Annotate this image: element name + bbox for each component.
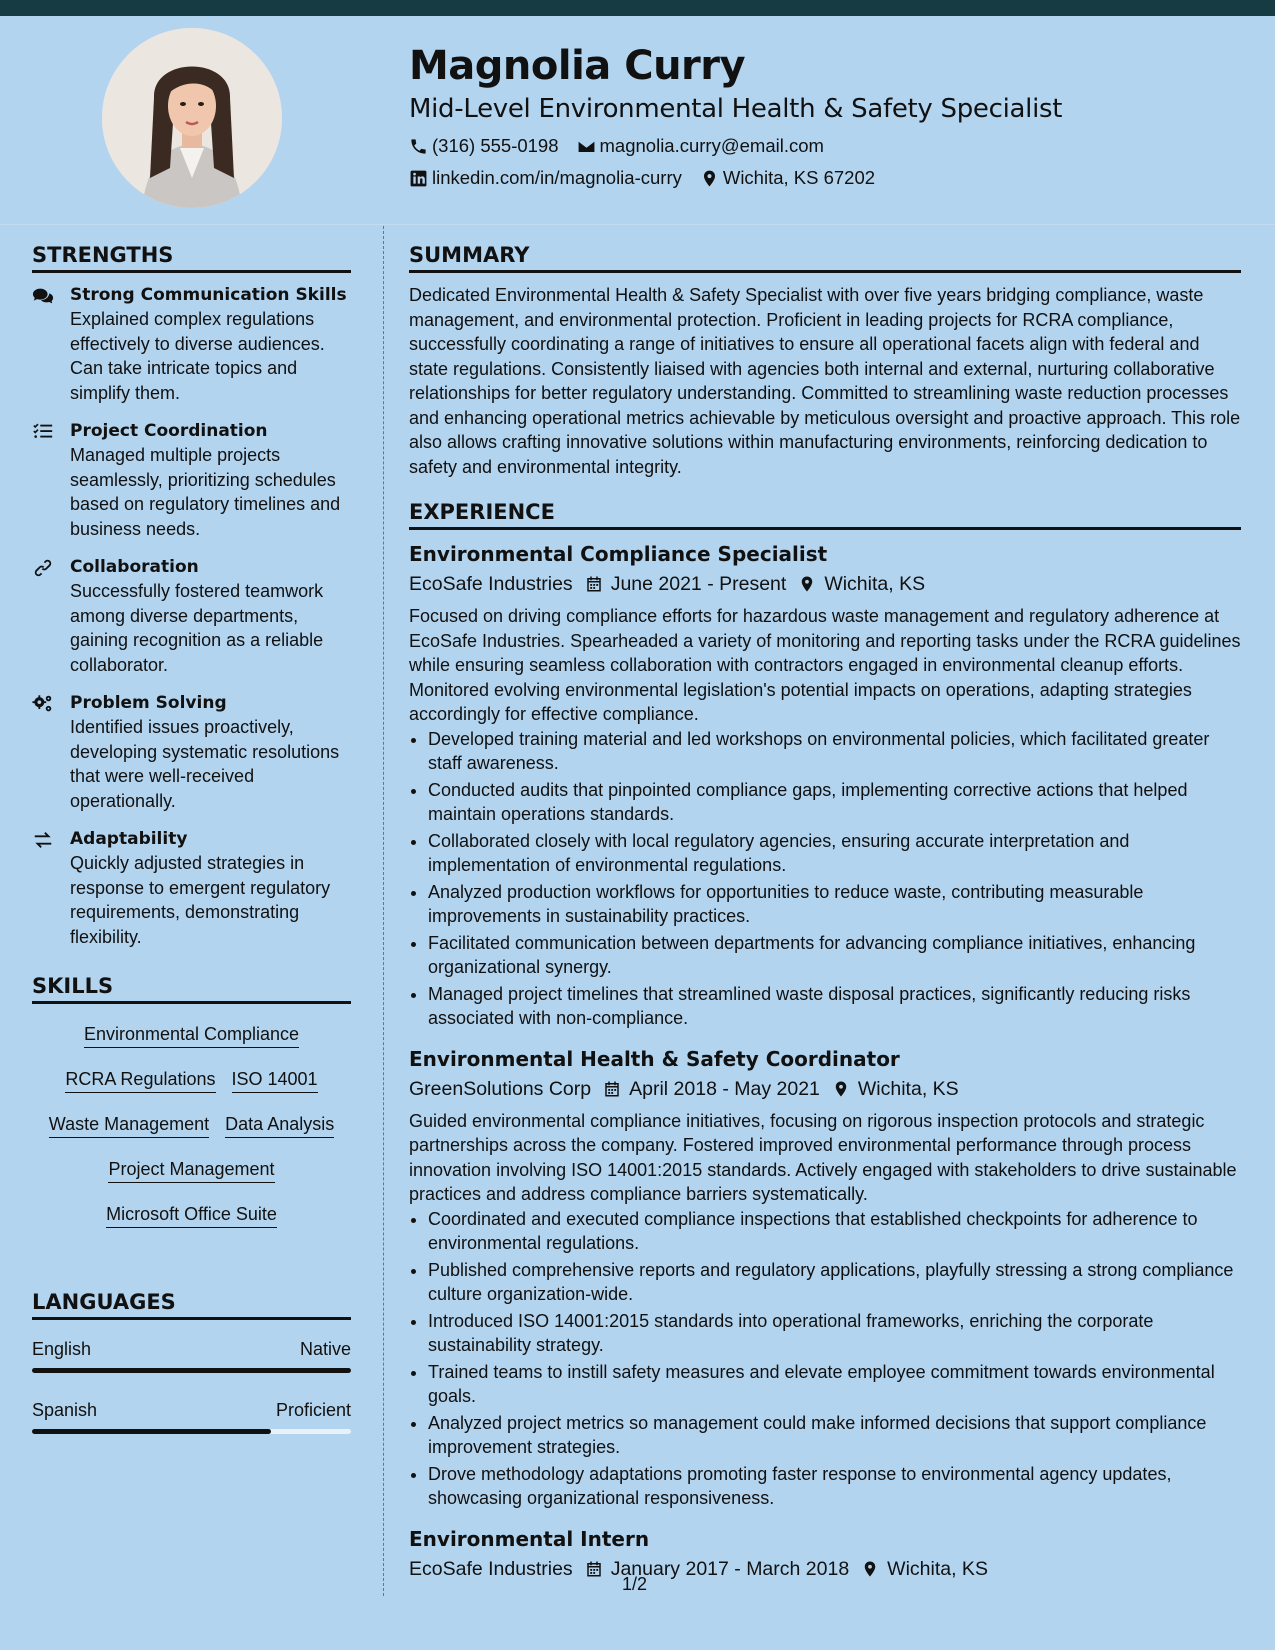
- language-bar-fill: [32, 1368, 351, 1373]
- profile-photo: [102, 28, 282, 208]
- envelope-icon: [577, 137, 596, 156]
- job-location-text: Wichita, KS: [857, 1077, 959, 1100]
- location-text: Wichita, KS 67202: [722, 167, 876, 188]
- skills-heading: SKILLS: [32, 971, 351, 1004]
- strength-title: Strong Communication Skills: [70, 285, 347, 305]
- skill-tag: Microsoft Office Suite: [106, 1202, 277, 1228]
- language-level: Native: [299, 1339, 351, 1359]
- job-location: [832, 1073, 959, 1105]
- job-dates: [585, 568, 787, 600]
- job-bullet: • Collaborated closely with local regulatory agencies, ensuring accurate interpretation and implementation of environmental regulations.: [428, 829, 1241, 878]
- strength-desc: Identified issues proactively, developing systematic resolutions that were well-received operationally.: [70, 717, 340, 811]
- job-bullet: • Trained teams to instill safety measures and elevate employee commitment towards environmental goals.: [428, 1360, 1241, 1409]
- strength-desc: Quickly adjusted strategies in response to emergent regulatory requirements, demonstrating flexibility.: [70, 853, 331, 947]
- language-item: [32, 1336, 351, 1373]
- job-dates-text: April 2018 - May 2021: [629, 1077, 820, 1100]
- job-bullet: • Developed training material and led workshops on environmental policies, which facilitated greater staff awareness.: [428, 727, 1241, 776]
- job-location: [798, 568, 925, 600]
- contact-linkedin[interactable]: [409, 167, 682, 189]
- left-column: [32, 240, 351, 1458]
- language-name: English: [32, 1339, 92, 1359]
- strength-title: Problem Solving: [70, 693, 227, 713]
- job-dates-text: June 2021 - Present: [610, 573, 787, 595]
- strength-desc: Managed multiple projects seamlessly, prioritizing schedules based on regulatory timelines and business needs.: [70, 445, 341, 539]
- strength-title: Collaboration: [70, 557, 199, 577]
- job-entry: [409, 1045, 1241, 1511]
- language-level: Proficient: [275, 1400, 351, 1420]
- contact-row-2: [409, 162, 1239, 194]
- strength-desc: Successfully fostered teamwork among diverse departments, gaining recognition as a reliable collaborator.: [70, 581, 324, 675]
- job-bullet: • Drove methodology adaptations promoting faster response to environmental agency updates, showcasing organizational responsiveness.: [428, 1462, 1241, 1511]
- job-entry: [409, 540, 1241, 1031]
- map-pin-icon: [861, 1560, 879, 1578]
- skill-tag: RCRA Regulations: [65, 1067, 215, 1093]
- experience-heading: EXPERIENCE: [409, 497, 1241, 530]
- calendar-icon: [603, 1080, 621, 1098]
- summary-heading: SUMMARY: [409, 240, 1241, 273]
- map-pin-icon: [798, 575, 816, 593]
- exchange-icon: [32, 829, 54, 851]
- experience-list: [409, 540, 1241, 1585]
- job-meta: [409, 568, 1241, 600]
- job-company: EcoSafe Industries: [409, 573, 573, 595]
- right-column: [409, 240, 1241, 1599]
- strength-item: [32, 419, 351, 541]
- strength-desc: Explained complex regulations effectively to diverse audiences. Can take intricate topics and simplify them.: [70, 309, 325, 403]
- header-divider: [0, 224, 1275, 225]
- strengths-heading: STRENGTHS: [32, 240, 351, 273]
- strength-item: [32, 691, 351, 813]
- strength-title: Project Coordination: [70, 421, 268, 441]
- skill-tag: ISO 14001: [232, 1067, 318, 1093]
- top-accent-bar: [0, 0, 1275, 16]
- map-pin-icon: [700, 169, 719, 188]
- skill-tag: Project Management: [108, 1157, 274, 1183]
- job-dates-text: January 2017 - March 2018: [610, 1557, 850, 1580]
- skill-tag: Waste Management: [49, 1112, 209, 1138]
- job-company: GreenSolutions Corp: [409, 1077, 592, 1100]
- candidate-role: Mid-Level Environmental Health & Safety Specialist: [409, 94, 1063, 124]
- phone-text: (316) 555-0198: [432, 135, 559, 156]
- job-title: Environmental Health & Safety Coordinator: [409, 1046, 900, 1071]
- language-bar-fill: [32, 1429, 271, 1434]
- strength-item: [32, 283, 351, 405]
- calendar-icon: [585, 1560, 603, 1578]
- strength-item: [32, 555, 351, 677]
- job-description: Focused on driving compliance efforts for hazardous waste management and regulatory adherence at EcoSafe Industries. Spearheaded a variety of monitoring and reporting tasks under the RCRA guidelines while ensuring seamless collaboration with contractors engaged in environmental cleanup efforts. Monitored evolving environmental legislation's potential impacts on operations, adapting strategies accordingly for effective compliance.: [409, 606, 1241, 724]
- job-location-text: Wichita, KS: [887, 1557, 988, 1580]
- linkedin-text: linkedin.com/in/magnolia-curry: [432, 167, 682, 188]
- resume-header: [409, 40, 1239, 194]
- checklist-icon: [32, 421, 54, 443]
- gears-icon: [32, 693, 54, 715]
- skills-row: [32, 1112, 351, 1138]
- strength-title: Adaptability: [70, 829, 188, 849]
- skill-tag: Environmental Compliance: [84, 1022, 299, 1048]
- job-meta: [409, 1073, 1241, 1105]
- calendar-icon: [585, 575, 603, 593]
- link-icon: [32, 557, 54, 579]
- language-item: [32, 1397, 351, 1434]
- contact-row-1: [409, 130, 1239, 162]
- job-title: Environmental Compliance Specialist: [409, 542, 828, 566]
- job-bullet: • Facilitated communication between departments for advancing compliance initiatives, enhancing organizational synergy.: [428, 931, 1241, 980]
- skills-row: [32, 1157, 351, 1183]
- job-bullet: • Managed project timelines that streamlined waste disposal practices, significantly reducing risks associated with non-compliance.: [428, 982, 1241, 1031]
- job-entry: [409, 1525, 1241, 1585]
- contact-email[interactable]: [577, 135, 824, 157]
- languages-heading: LANGUAGES: [32, 1287, 351, 1320]
- language-name: Spanish: [32, 1400, 98, 1420]
- linkedin-icon: [409, 169, 428, 188]
- job-bullets: [409, 727, 1241, 1031]
- contact-phone[interactable]: [409, 135, 559, 157]
- job-bullet: • Published comprehensive reports and regulatory applications, playfully stressing a strong compliance culture organization-wide.: [428, 1258, 1241, 1307]
- job-bullet: • Analyzed production workflows for opportunities to reduce waste, contributing measurable improvements in sustainability practices.: [428, 880, 1241, 929]
- candidate-name: Magnolia Curry: [409, 43, 746, 89]
- skills-row: [32, 1202, 351, 1228]
- email-text: magnolia.curry@email.com: [599, 135, 824, 156]
- skills-row: [32, 1022, 351, 1048]
- skill-tag: Data Analysis: [225, 1112, 334, 1138]
- job-bullet: • Coordinated and executed compliance inspections that established checkpoints for adherence to environmental regulations.: [428, 1207, 1241, 1256]
- summary-text: Dedicated Environmental Health & Safety Specialist with over five years bridging compliance, waste management, and environmental protection. Proficient in leading projects for RCRA compliance, successfully coordinating a range of initiatives to ensure all operational facets align with federal and state regulations. Consistently liaised with agencies both internal and external, nurturing collaborative relationships for better regulatory understanding. Committed to streamlining waste reduction processes and enhancing operational metrics achievable by meticulous oversight and proactive approach. This role also allows crafting innovative solutions within manufacturing environments, reinforcing dedication to safety and environmental integrity.: [409, 285, 1241, 477]
- job-bullet: • Analyzed project metrics so management could make informed decisions that support compliance improvement strategies.: [428, 1411, 1241, 1460]
- language-bar: [32, 1368, 351, 1373]
- skills-row: [32, 1067, 351, 1093]
- map-pin-icon: [832, 1080, 850, 1098]
- comments-icon: [32, 285, 54, 307]
- job-dates: [603, 1073, 820, 1105]
- job-location: [861, 1553, 988, 1585]
- job-bullet: • Introduced ISO 14001:2015 standards into operational frameworks, enriching the corporate sustainability strategy.: [428, 1309, 1241, 1358]
- job-meta: [409, 1553, 1241, 1585]
- contact-location: [700, 167, 875, 189]
- page-number: 1/2: [622, 1574, 648, 1594]
- job-location-text: Wichita, KS: [824, 573, 926, 595]
- language-bar: [32, 1429, 351, 1434]
- column-divider: [383, 226, 384, 1596]
- job-description: Guided environmental compliance initiatives, focusing on rigorous inspection protocols and strategic partnerships across the company. Fostered improved environmental performance through process innovation involving ISO 14001:2015 standards. Actively engaged with stakeholders to drive sustainable practices and address compliance barriers systematically.: [409, 1110, 1237, 1204]
- phone-icon: [409, 137, 428, 156]
- job-title: Environmental Intern: [409, 1526, 650, 1551]
- skills-list: [32, 1014, 351, 1253]
- job-company: EcoSafe Industries: [409, 1557, 573, 1580]
- job-bullets: [409, 1207, 1241, 1511]
- strength-item: [32, 827, 351, 949]
- job-bullet: • Conducted audits that pinpointed compliance gaps, implementing corrective actions that helped maintain operations standards.: [428, 778, 1241, 827]
